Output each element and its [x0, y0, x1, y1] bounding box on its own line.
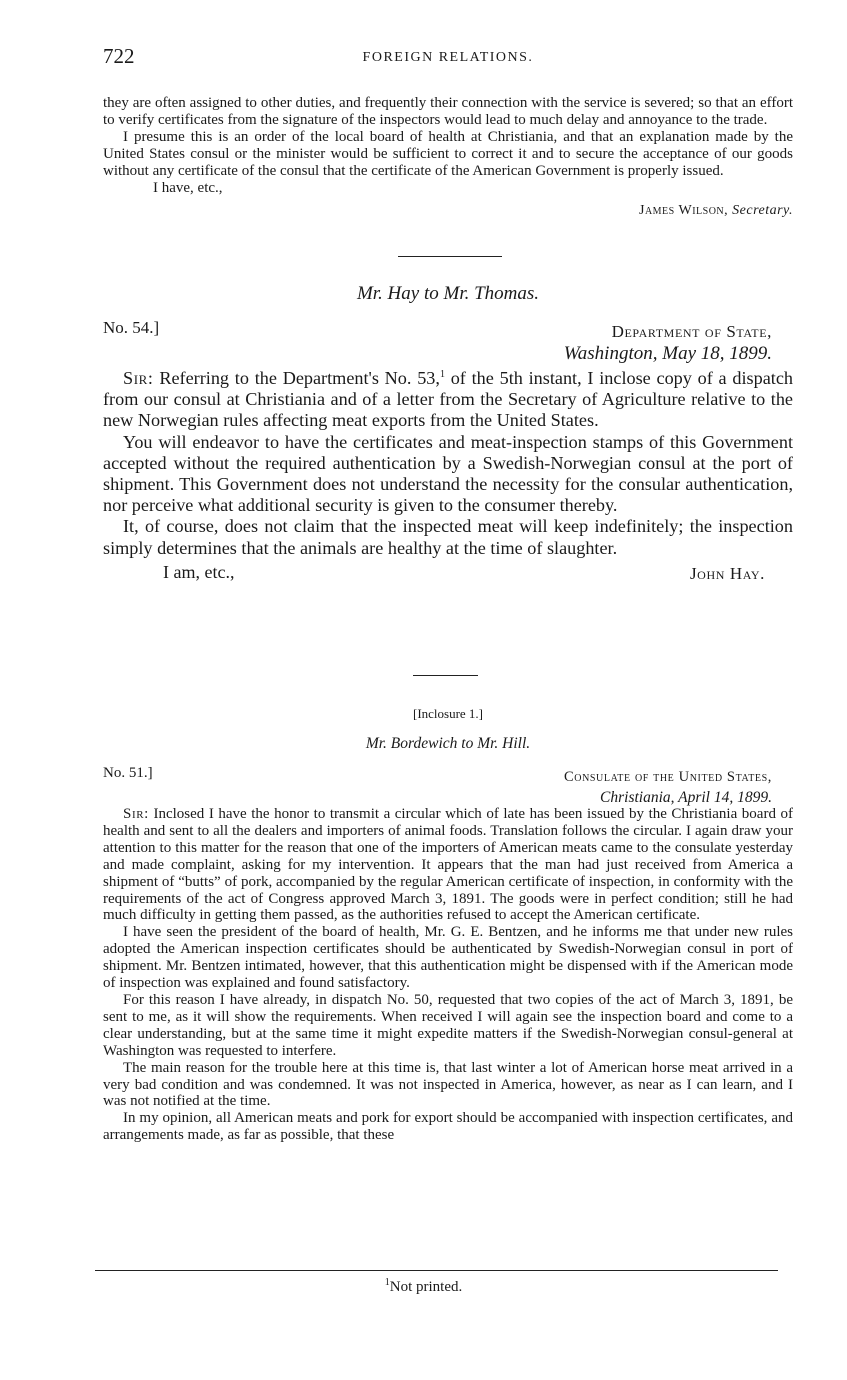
salutation: Sir: — [123, 806, 149, 822]
closing: I am, etc., — [163, 561, 235, 582]
paragraph-text: Inclosed I have the honor to transmit a circular which of late has been issued by the Christiania board of health and sent to all the dealers and importers of animal foods. Translation follows the circular. I again draw your attention to this matter for the reason that one of the importers of American meats came to the consulate yesterday and made complaint, asking for my intervention. It appears that the man had just received from America a shipment of “butts” of pork, accompanied by the regular American certificate of inspection, in conformity with the requirements of the act of Congress approved March 3, 1891. The goods were in perfect condition; still he had much difficulty in getting them passed, as the authorities refused to accept the American certificate. — [103, 806, 793, 924]
page-header — [103, 44, 793, 72]
paragraph: they are often assigned to other duties, and frequently their connection with the service is severed; so that an effort to verify certificates from the signature of the inspectors would lead to much delay and annoyance to the trade. — [103, 95, 793, 128]
paragraph: For this reason I have already, in dispatch No. 50, requested that two copies of the act of March 3, 1891, be sent to me, as it will show the requirements. When received I will again see the inspection board and come to a clear understanding, but at the same time it might expedite matters if the Swedish-Norwegian consul-general at Washington was requested to interfere. — [103, 991, 793, 1059]
paragraph: You will endeavor to have the certificates and meat-inspection stamps of this Government accepted without the required authentication by a Swedish-Norwegian consul at the port of shipment. This Government does not understand the necessity for the consular authentication, nor perceive what additional security is given to the consumer thereby. — [103, 431, 793, 516]
signature — [103, 203, 793, 219]
paragraph: I presume this is an order of the local board of health at Christiania, and that an explanation made by the United States consul or the minister would be sufficient to correct it and to secure the acceptance of our goods without any certificate of the consul that the certificate of the American Government is properly issued. — [103, 128, 793, 179]
letter-title: Mr. Hay to Mr. Thomas. — [356, 283, 540, 304]
running-head: FOREIGN RELATIONS. — [362, 50, 534, 65]
closing-line — [103, 562, 793, 586]
place-date: Washington, May 18, 1899. — [563, 343, 772, 364]
page-number: 722 — [103, 44, 135, 68]
signature: John Hay. — [689, 563, 765, 583]
paragraph: In my opinion, all American meats and pork for export should be accompanied with inspection certificates, and arrangements made, as far as possible, that these — [103, 1110, 793, 1144]
paragraph — [103, 364, 793, 432]
signature-title: Secretary. — [732, 202, 793, 218]
paragraph: I have seen the president of the board of health, Mr. G. E. Bentzen, and he informs me that under new rules adopted the American inspection certificates should be authenticated by Swedish-Norwegian consul in port of shipment. Mr. Bentzen intimated, however, that this authentication might be dispensed with if the American mode of inspection was explained and found satisfactory. — [103, 924, 793, 992]
section-divider — [413, 675, 478, 676]
sender-consulate: Consulate of the United States, — [563, 769, 772, 785]
signature-name: James Wilson, — [639, 202, 729, 218]
section-divider — [398, 256, 502, 257]
paragraph-text: of the 5th instant, I inclose copy of a dispatch from our consul at Christiania and of a letter from the Secretary of Agriculture relative to the new Norwegian rules affecting meat exports from the United States. — [103, 368, 793, 431]
footnote-reference: 1 — [439, 369, 445, 380]
paragraph: The main reason for the trouble here at this time is, that last winter a lot of American horse meat arrived in a very bad condition and was condemned. It was not inspected in America, however, as near as I can learn, and I was not notified at the time. — [103, 1059, 793, 1110]
paragraph-text: Referring to the Department's No. 53, — [153, 368, 440, 389]
footnote — [0, 1277, 847, 1296]
place-date: Christiania, April 14, 1899. — [600, 789, 772, 806]
inclosure-label: [Inclosure 1.] — [412, 706, 484, 721]
sender-department: Department of State, — [611, 322, 772, 341]
closing: I have, etc., — [153, 179, 223, 196]
dispatch-number: No. 51.] — [103, 765, 153, 781]
footnote-mark: 1 — [384, 1277, 390, 1288]
salutation: Sir: — [123, 368, 154, 389]
footnote-text: Not printed. — [389, 1279, 463, 1295]
paragraph — [103, 806, 793, 924]
inclosure-title: Mr. Bordewich to Mr. Hill. — [365, 735, 531, 752]
paragraph: It, of course, does not claim that the inspected meat will keep indefinitely; the inspection simply determines that the animals are healthy at the time of slaughter. — [103, 516, 793, 558]
inclosure-body — [103, 806, 793, 1144]
footnote-divider — [95, 1270, 778, 1271]
letter-body — [103, 364, 793, 586]
previous-letter-continuation — [103, 95, 793, 219]
dispatch-number: No. 54.] — [103, 318, 160, 337]
